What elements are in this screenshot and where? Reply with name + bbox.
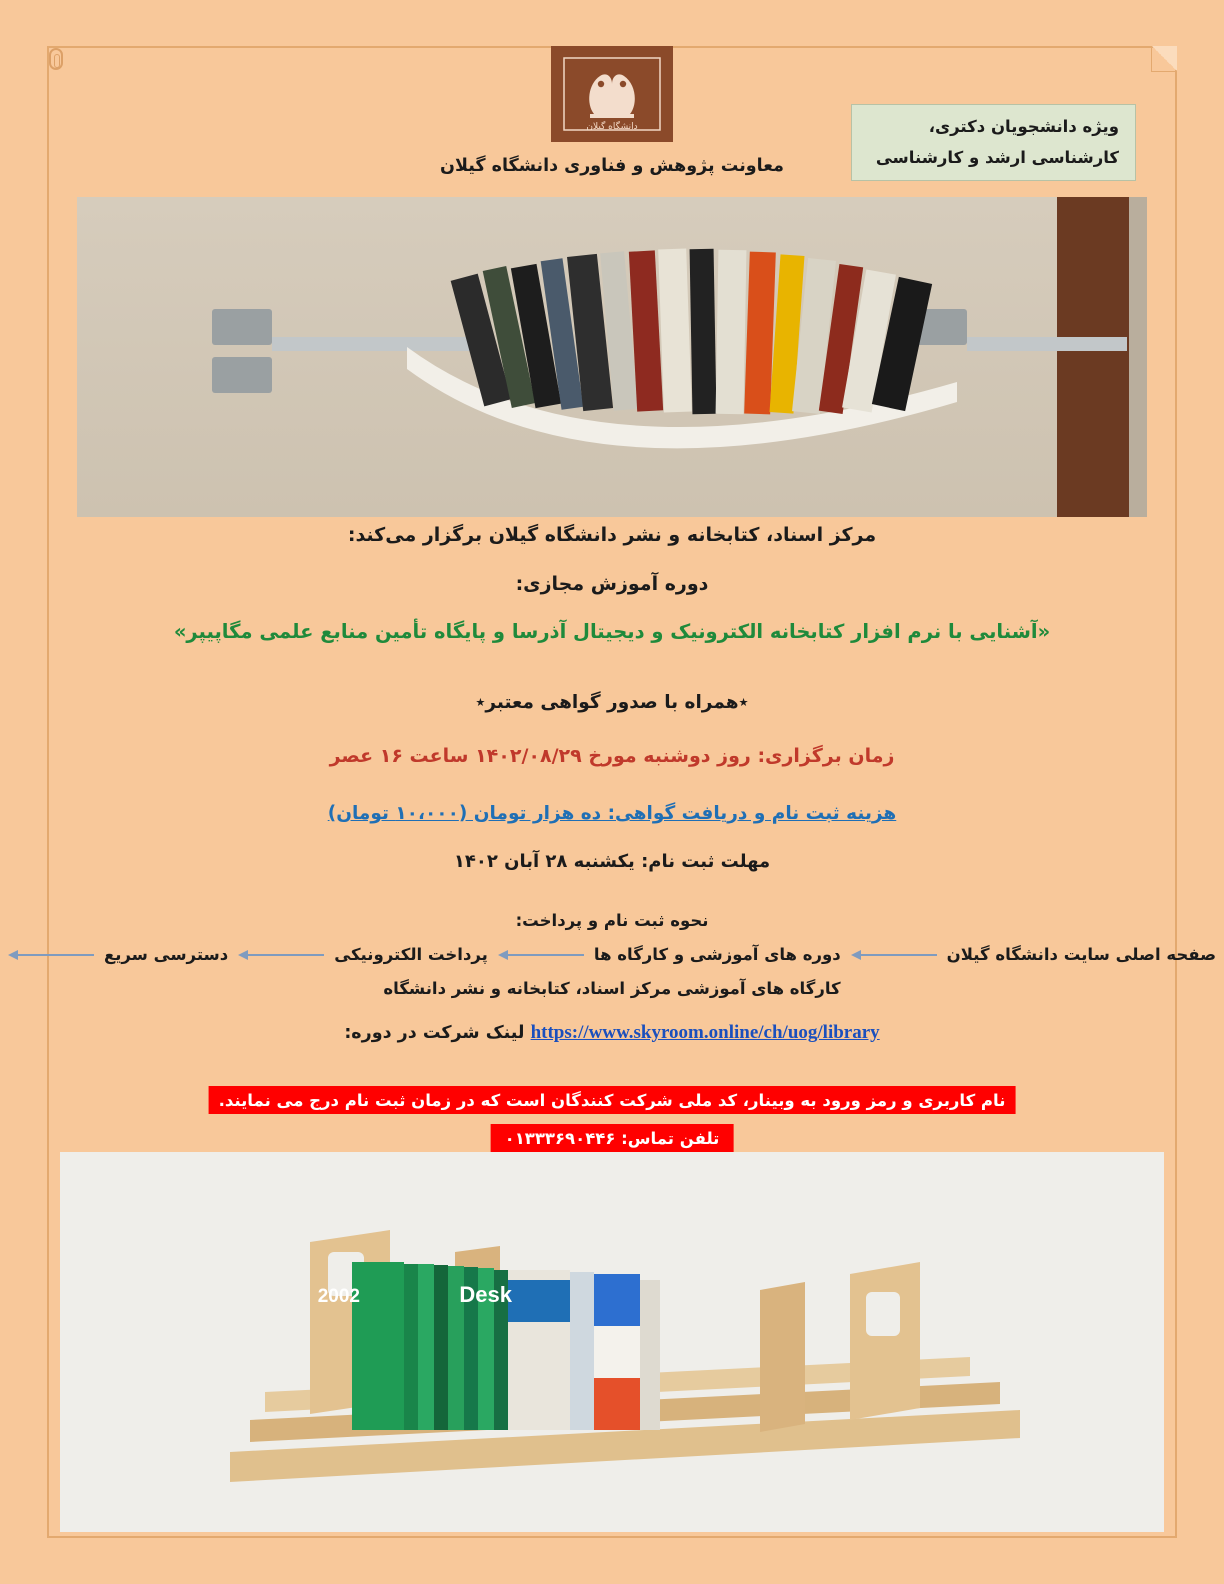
registration-deadline: مهلت ثبت نام: یکشنبه ۲۸ آبان ۱۴۰۲ <box>453 851 771 872</box>
course-link[interactable]: https://www.skyroom.online/ch/uog/library <box>530 1022 880 1043</box>
course-link-label: لینک شرکت در دوره: <box>344 1023 525 1043</box>
howto-label: نحوه ثبت نام و پرداخت: <box>515 911 709 930</box>
organization-title: معاونت پژوهش و فناوری دانشگاه گیلان <box>440 156 784 176</box>
path-step-4: دسترسی سریع <box>103 945 229 964</box>
arrow-left-icon-1 <box>851 950 937 960</box>
university-emblem-icon <box>560 54 664 134</box>
login-notice: نام کاربری و رمز ورود به وبینار، کد ملی شرکت کنندگان است که در زمان ثبت نام درج می نمایند. <box>209 1086 1016 1114</box>
arrow-left-icon-4 <box>8 950 94 960</box>
arrow-left-icon-3 <box>238 950 324 960</box>
course-title: «آشنایی با نرم افزار کتابخانه الکترونیک و دیجیتال آذرسا و پایگاه تأمین منابع علمی مگاپیپر» <box>173 620 1051 643</box>
paper-clip-icon <box>49 48 63 70</box>
certificate-note: ٭همراه با صدور گواهی معتبر٭ <box>475 692 749 713</box>
course-link-row <box>0 1022 1224 1044</box>
arrow-left-icon-2 <box>498 950 584 960</box>
contact-phone: تلفن تماس: ۰۱۳۳۳۶۹۰۴۴۶ <box>491 1124 734 1152</box>
wooden-book-rack-photo <box>60 1152 1164 1532</box>
bookshelf-photo <box>77 197 1147 517</box>
registration-path <box>0 945 1224 964</box>
university-logo <box>551 46 673 142</box>
fee-line: هزینه ثبت نام و دریافت گواهی: ده هزار تومان (۱۰،۰۰۰ تومان) <box>327 803 897 824</box>
course-label: دوره آموزش مجازی: <box>515 573 709 595</box>
path-step-2: دوره های آموزشی و کارگاه ها <box>593 945 841 964</box>
svg-text:2002: 2002 <box>317 1286 360 1307</box>
path-step-3: پرداخت الکترونیکی <box>334 945 488 964</box>
logo-caption: دانشگاه گیلان <box>586 122 638 132</box>
audience-badge <box>851 104 1136 181</box>
audience-badge-line1: ویژه دانشجویان دکتری، <box>928 117 1119 136</box>
path-step-1: صفحه اصلی سایت دانشگاه گیلان <box>946 945 1217 964</box>
svg-text:Desk: Desk <box>459 1282 512 1307</box>
event-time: زمان برگزاری: روز دوشنبه مورخ ۱۴۰۲/۰۸/۲۹ ساعت ۱۶ عصر <box>329 745 895 767</box>
audience-badge-line2: کارشناسی ارشد و کارشناسی <box>875 148 1119 168</box>
corner-fold-decoration <box>1151 46 1177 72</box>
host-line: مرکز اسناد، کتابخانه و نشر دانشگاه گیلان برگزار می‌کند: <box>347 524 877 546</box>
path-step-last: کارگاه های آموزشی مرکز اسناد، کتابخانه و نشر دانشگاه <box>383 979 841 998</box>
